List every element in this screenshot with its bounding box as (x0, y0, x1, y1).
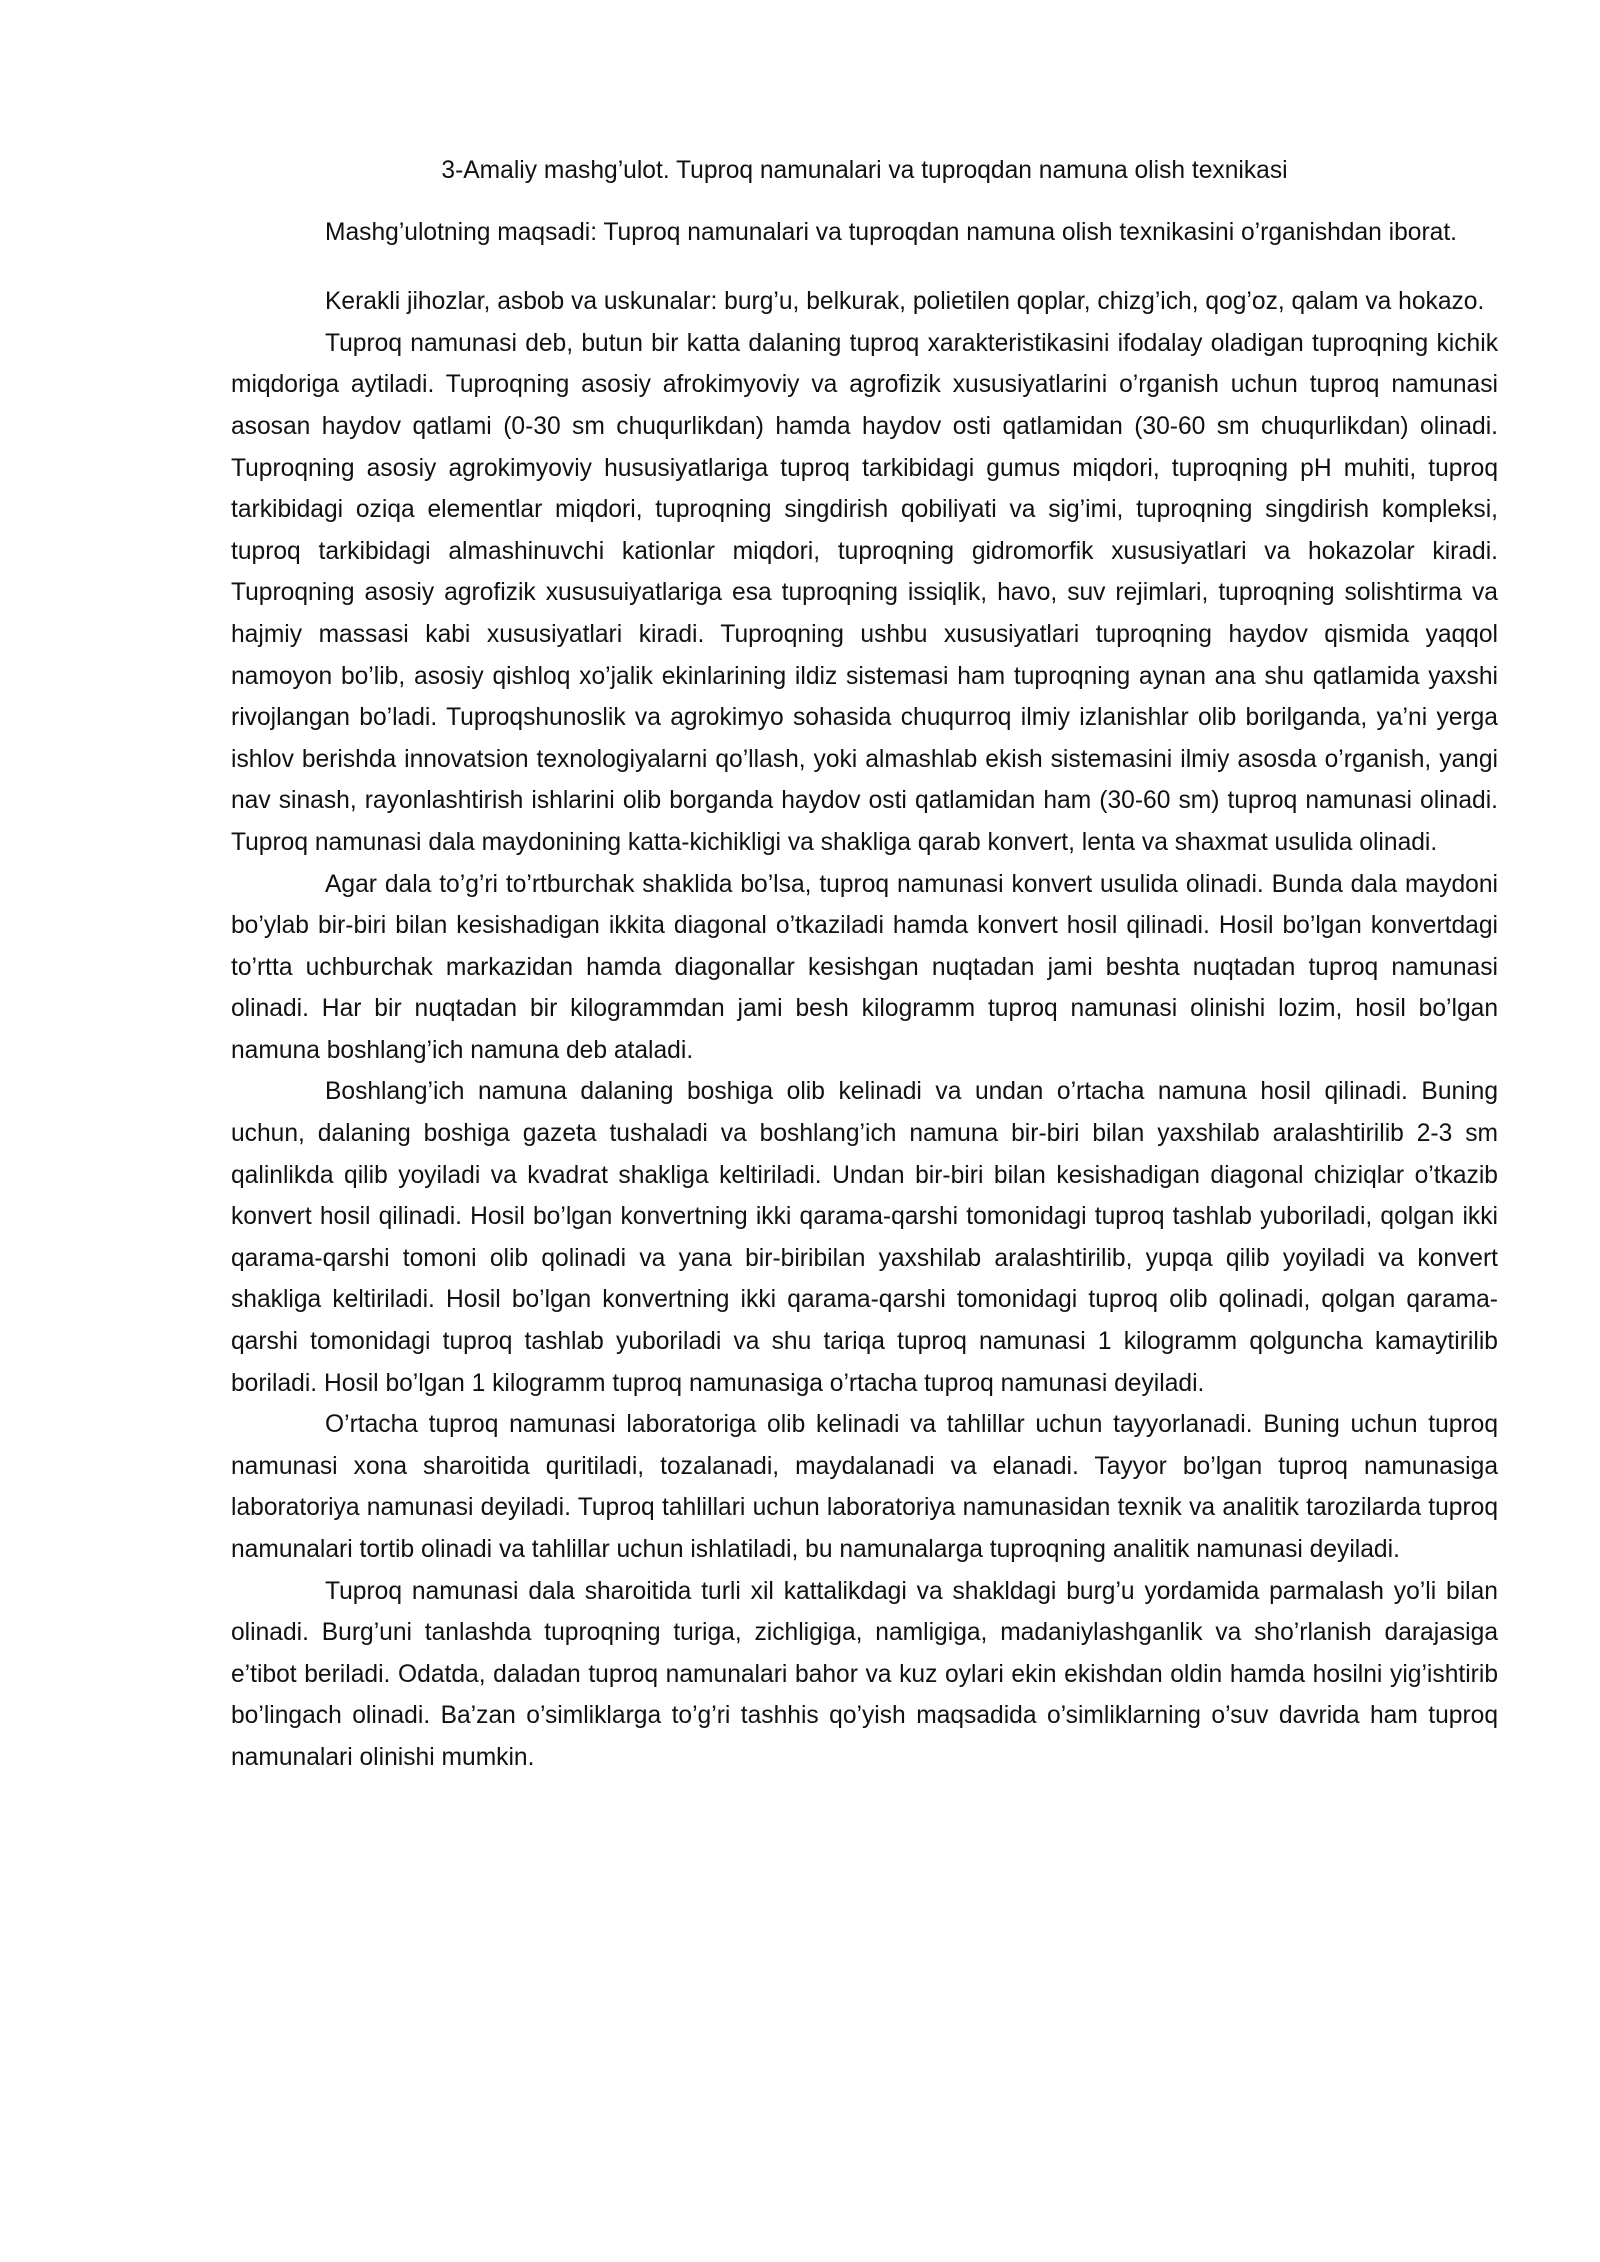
paragraph-equipment: Kerakli jihozlar, asbob va uskunalar: burg’u, belkurak, polietilen qoplar, chizg’ich, qog’oz, qalam va hokazo. (325, 288, 1485, 316)
paragraph-average-sample: Boshlang’ich namuna dalaning boshiga olib kelinadi va undan o’rtacha namuna hosil qilinadi. Buning uchun, dalaning boshiga gazeta tushaladi va boshlang’ich namuna bir-biri bilan yaxshilab aralashtirilib 2-3 sm qalinlikda qilib yoyiladi va kvadrat shakliga keltiriladi. Undan bir-biri bilan kesishadigan diagonal chiziqlar o’tkazib konvert hosil qilinadi. Hosil bo’lgan konvertning ikki qarama-qarshi tomonidagi tuproq tashlab yuboriladi, qolgan ikki qarama-qarshi tomoni olib qolinadi va yana bir-biribilan yaxshilab aralashtirilib, yupqa qilib yoyiladi va konvert shakliga keltiriladi. Hosil bo’lgan konvertning ikki qarama-qarshi tomonidagi tuproq olib qolinadi, qolgan qarama-qarshi tomonidagi tuproq tashlab yuboriladi va shu tariqa tuproq namunasi 1 kilogramm qolguncha kamaytirilib boriladi. Hosil bo’lgan 1 kilogramm tuproq namunasiga o’rtacha tuproq namunasi deyiladi. (231, 1078, 1498, 1397)
paragraph-auger-sampling: Tuproq namunasi dala sharoitida turli xil kattalikdagi va shakldagi burg’u yordamida parmalash yo’li bilan olinadi. Burg’uni tanlashda tuproqning turiga, zichligiga, namligiga, madaniylashganlik va sho’rlanish darajasiga e’tibot beriladi. Odatda, daladan tuproq namunalari bahor va kuz oylari ekin ekishdan oldin hamda hosilni yig’ishtirib bo’lingach olinadi. Ba’zan o’simliklarga to’g’ri tashhis qo’yish maqsadida o’simliklarning o’suv davrida ham tuproq namunalari olinishi mumkin. (231, 1577, 1498, 1771)
paragraph-laboratory-sample: O’rtacha tuproq namunasi laboratoriga olib kelinadi va tahlillar uchun tayyorlanadi. Buning uchun tuproq namunasi xona sharoitida quritiladi, tozalanadi, maydalanadi va elanadi. Tayyor bo’lgan tuproq namunasiga laboratoriya namunasi deyiladi. Tuproq tahlillari uchun laboratoriya namunasidan texnik va analitik tarozilarda tuproq namunalari tortib olinadi va tahlillar uchun ishlatiladi, bu namunalarga tuproqning analitik namunasi deyiladi. (231, 1411, 1498, 1563)
paragraph-objective: Mashg’ulotning maqsadi: Tuproq namunalari va tuproqdan namuna olish texnikasini o’rganishdan iborat. (325, 218, 1458, 246)
document-title: 3-Amaliy mashg’ulot. Tuproq namunalari va tuproqdan namuna olish texnikasi (441, 157, 1288, 184)
document-body (231, 150, 1498, 1779)
paragraph-envelope-method: Agar dala to’g’ri to’rtburchak shaklida bo’lsa, tuproq namunasi konvert usulida olinadi. Bunda dala maydoni bo’ylab bir-biri bilan kesishadigan ikkita diagonal o’tkaziladi hamda konvert hosil qilinadi. Hosil bo’lgan konvertdagi to’rtta uchburchak markazidan hamda diagonallar kesishgan nuqtadan jami beshta nuqtadan tuproq namunasi olinadi. Har bir nuqtadan bir kilogrammdan jami besh kilogramm tuproq namunasi olinishi lozim, hosil bo’lgan namuna boshlang’ich namuna deb ataladi. (231, 870, 1498, 1064)
paragraph-definition: Tuproq namunasi deb, butun bir katta dalaning tuproq xarakteristikasini ifodalay oladigan tuproqning kichik miqdoriga aytiladi. Tuproqning asosiy afrokimyoviy va agrofizik xususiyatlarini o’rganish uchun tuproq namunasi asosan haydov qatlami (0-30 sm chuqurlikdan) hamda haydov osti qatlamidan (30-60 sm chuqurlikdan) olinadi. Tuproqning asosiy agrokimyoviy hususiyatlariga tuproq tarkibidagi gumus miqdori, tuproqning pH muhiti, tuproq tarkibidagi oziqa elementlar miqdori, tuproqning singdirish qobiliyati va sig’imi, tuproqning singdirish kompleksi, tuproq tarkibidagi almashinuvchi kationlar miqdori, tuproqning gidromorfik xususiyatlari va hokazolar kiradi. Tuproqning asosiy agrofizik xususuiyatlariga esa tuproqning issiqlik, havo, suv rejimlari, tuproqning solishtirma va hajmiy massasi kabi xususiyatlari kiradi. Tuproqning ushbu xususiyatlari tuproqning haydov qismida yaqqol namoyon bo’lib, asosiy qishloq xo’jalik ekinlarining ildiz sistemasi ham tuproqning aynan ana shu qatlamida yaxshi rivojlangan bo’ladi. Tuproqshunoslik va agrokimyo sohasida chuqurroq ilmiy izlanishlar olib borilganda, ya’ni yerga ishlov berishda innovatsion texnologiyalarni qo’llash, yoki almashlab ekish sistemasini ilmiy asosda o’rganish, yangi nav sinash, rayonlashtirish ishlarini olib borganda haydov osti qatlamidan ham (30-60 sm) tuproq namunasi olinadi. Tuproq namunasi dala maydonining katta-kichikligi va shakliga qarab konvert, lenta va shaxmat usulida olinadi. (231, 329, 1498, 856)
